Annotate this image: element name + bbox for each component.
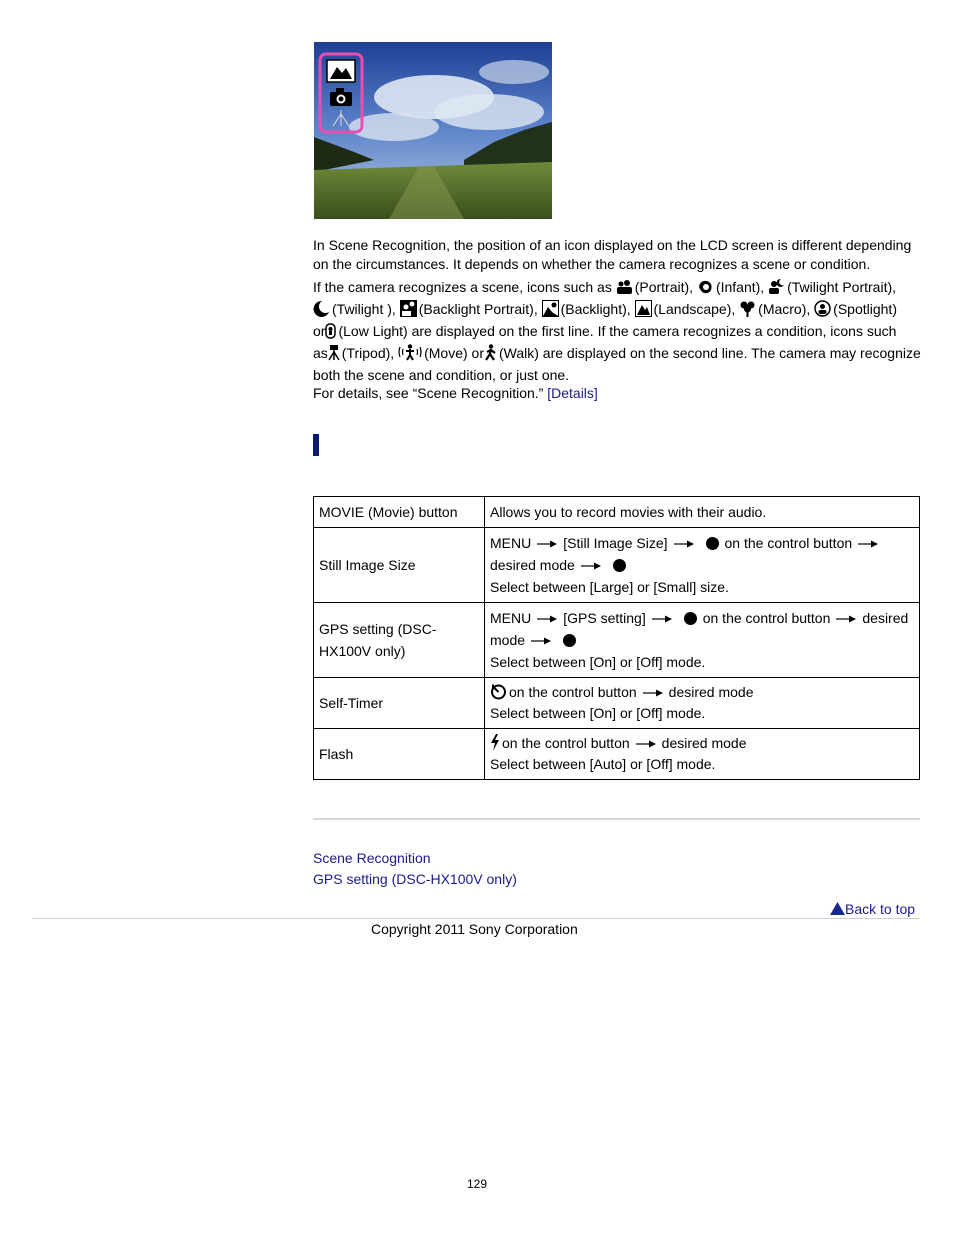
center-button-icon [563,634,576,647]
text-segment: on the control button [702,610,831,626]
text-segment: (Move) or [424,345,484,361]
text-segment: mode [490,632,526,648]
up-triangle-icon [830,902,845,915]
backlight-icon [542,300,559,317]
details-line [313,384,923,403]
text-segment: (Macro), [758,301,811,317]
text-segment: MENU [490,610,532,626]
center-button-icon [613,559,626,572]
section-divider [313,818,920,820]
text-segment: on the control button [724,535,853,551]
text-segment: desired mode [661,735,747,751]
back-to-top-link[interactable] [830,900,915,918]
low-light-icon [325,322,336,339]
macro-icon [739,300,756,317]
text-segment: desired mode [490,557,575,573]
back-to-top-label: Back to top [845,901,916,917]
arrow-right-icon [836,614,856,624]
arrow-right-icon [652,614,672,624]
table-cell-desc [485,678,920,729]
center-button-icon [684,612,697,625]
text-segment: desired mode [668,684,754,700]
arrow-right-icon [636,739,656,749]
text-segment: (Backlight), [560,301,631,317]
text-segment: (Twilight Portrait), [787,279,897,295]
twilight-portrait-icon [768,278,785,295]
text-segment: or [313,323,326,339]
spotlight-icon [814,300,831,317]
intro-paragraph [313,236,923,386]
arrow-right-icon [643,688,663,698]
text-segment: Select between [Large] or [Small] size. [490,579,729,595]
text-segment: (Landscape), [653,301,736,317]
table-cell-label: Flash [314,729,485,780]
text-segment: For details, see “Scene Recognition.” [313,385,548,401]
table-row [314,678,920,729]
table-row [314,603,920,678]
arrow-right-icon [581,561,601,571]
table-row [314,497,920,528]
text-segment: [GPS setting] [563,610,646,626]
table-cell-desc: Allows you to record movies with their audio. [485,497,920,528]
table-cell-desc [485,528,920,603]
infant-icon [697,278,714,295]
text-segment: on the control button [502,735,630,751]
scene-photo [314,42,552,219]
text-segment: Select between [On] or [Off] mode. [490,705,706,721]
text-segment: (Low Light) are displayed on the first line. If the camera recognizes a condition, icons such [338,323,897,339]
intro-line: In Scene Recognition, the position of an icon displayed on the LCD screen is different depending on the circumstances. It depends on whether the camera recognizes a scene or condition. [313,237,912,272]
landscape-icon [635,300,652,317]
table-cell-label: Still Image Size [314,528,485,603]
move-icon [398,344,422,361]
text-segment: (Spotlight) [833,301,897,317]
table-cell-desc [485,603,920,678]
text-segment: (Twilight ), [332,301,396,317]
details-link[interactable]: [Details] [547,385,598,401]
table-row [314,729,920,780]
table-row [314,528,920,603]
footer-divider [32,918,920,919]
operations-table [313,496,920,780]
text-segment: (Tripod), [341,345,395,361]
copyright: Copyright 2011 Sony Corporation [371,921,578,937]
arrow-right-icon [537,614,557,624]
arrow-right-icon [537,539,557,549]
tripod-icon [328,344,340,361]
flash-icon [490,734,500,751]
text-segment: on the control button [509,684,637,700]
text-segment: desired [862,610,909,626]
table-cell-desc [485,729,920,780]
scene-icons-text [313,276,923,386]
text-segment: If the camera recognizes a scene, icons such as [313,279,616,295]
text-segment: as [313,345,328,361]
text-segment: (Portrait), [634,279,694,295]
table-cell-label: GPS setting (DSC-HX100V only) [314,603,485,678]
text-segment: Select between [On] or [Off] mode. [490,654,706,670]
landscape-icon [327,60,355,82]
arrow-right-icon [531,636,551,646]
arrow-right-icon [674,539,694,549]
text-segment: Select between [Auto] or [Off] mode. [490,756,716,772]
page-number: 129 [466,1177,488,1191]
section-heading-bar [313,434,319,456]
portrait-icon [616,278,633,295]
text-segment: (Backlight Portrait), [418,301,538,317]
text-segment: MENU [490,535,532,551]
arrow-right-icon [858,539,878,549]
related-links [313,848,517,890]
self-timer-icon [490,683,507,700]
twilight-icon [313,300,330,317]
center-button-icon [706,537,719,550]
walk-icon [484,344,497,361]
backlight-portrait-icon [400,300,417,317]
text-segment: (Infant), [715,279,765,295]
table-cell-label: Self-Timer [314,678,485,729]
related-link-gps-setting[interactable]: GPS setting (DSC-HX100V only) [313,871,517,887]
related-link-scene-recognition[interactable]: Scene Recognition [313,850,431,866]
table-cell-label: MOVIE (Movie) button [314,497,485,528]
text-segment: (Walk) are displayed on the second line. The camera may recognize both the scene and condition, or just one. [313,345,921,383]
text-segment: [Still Image Size] [563,535,668,551]
